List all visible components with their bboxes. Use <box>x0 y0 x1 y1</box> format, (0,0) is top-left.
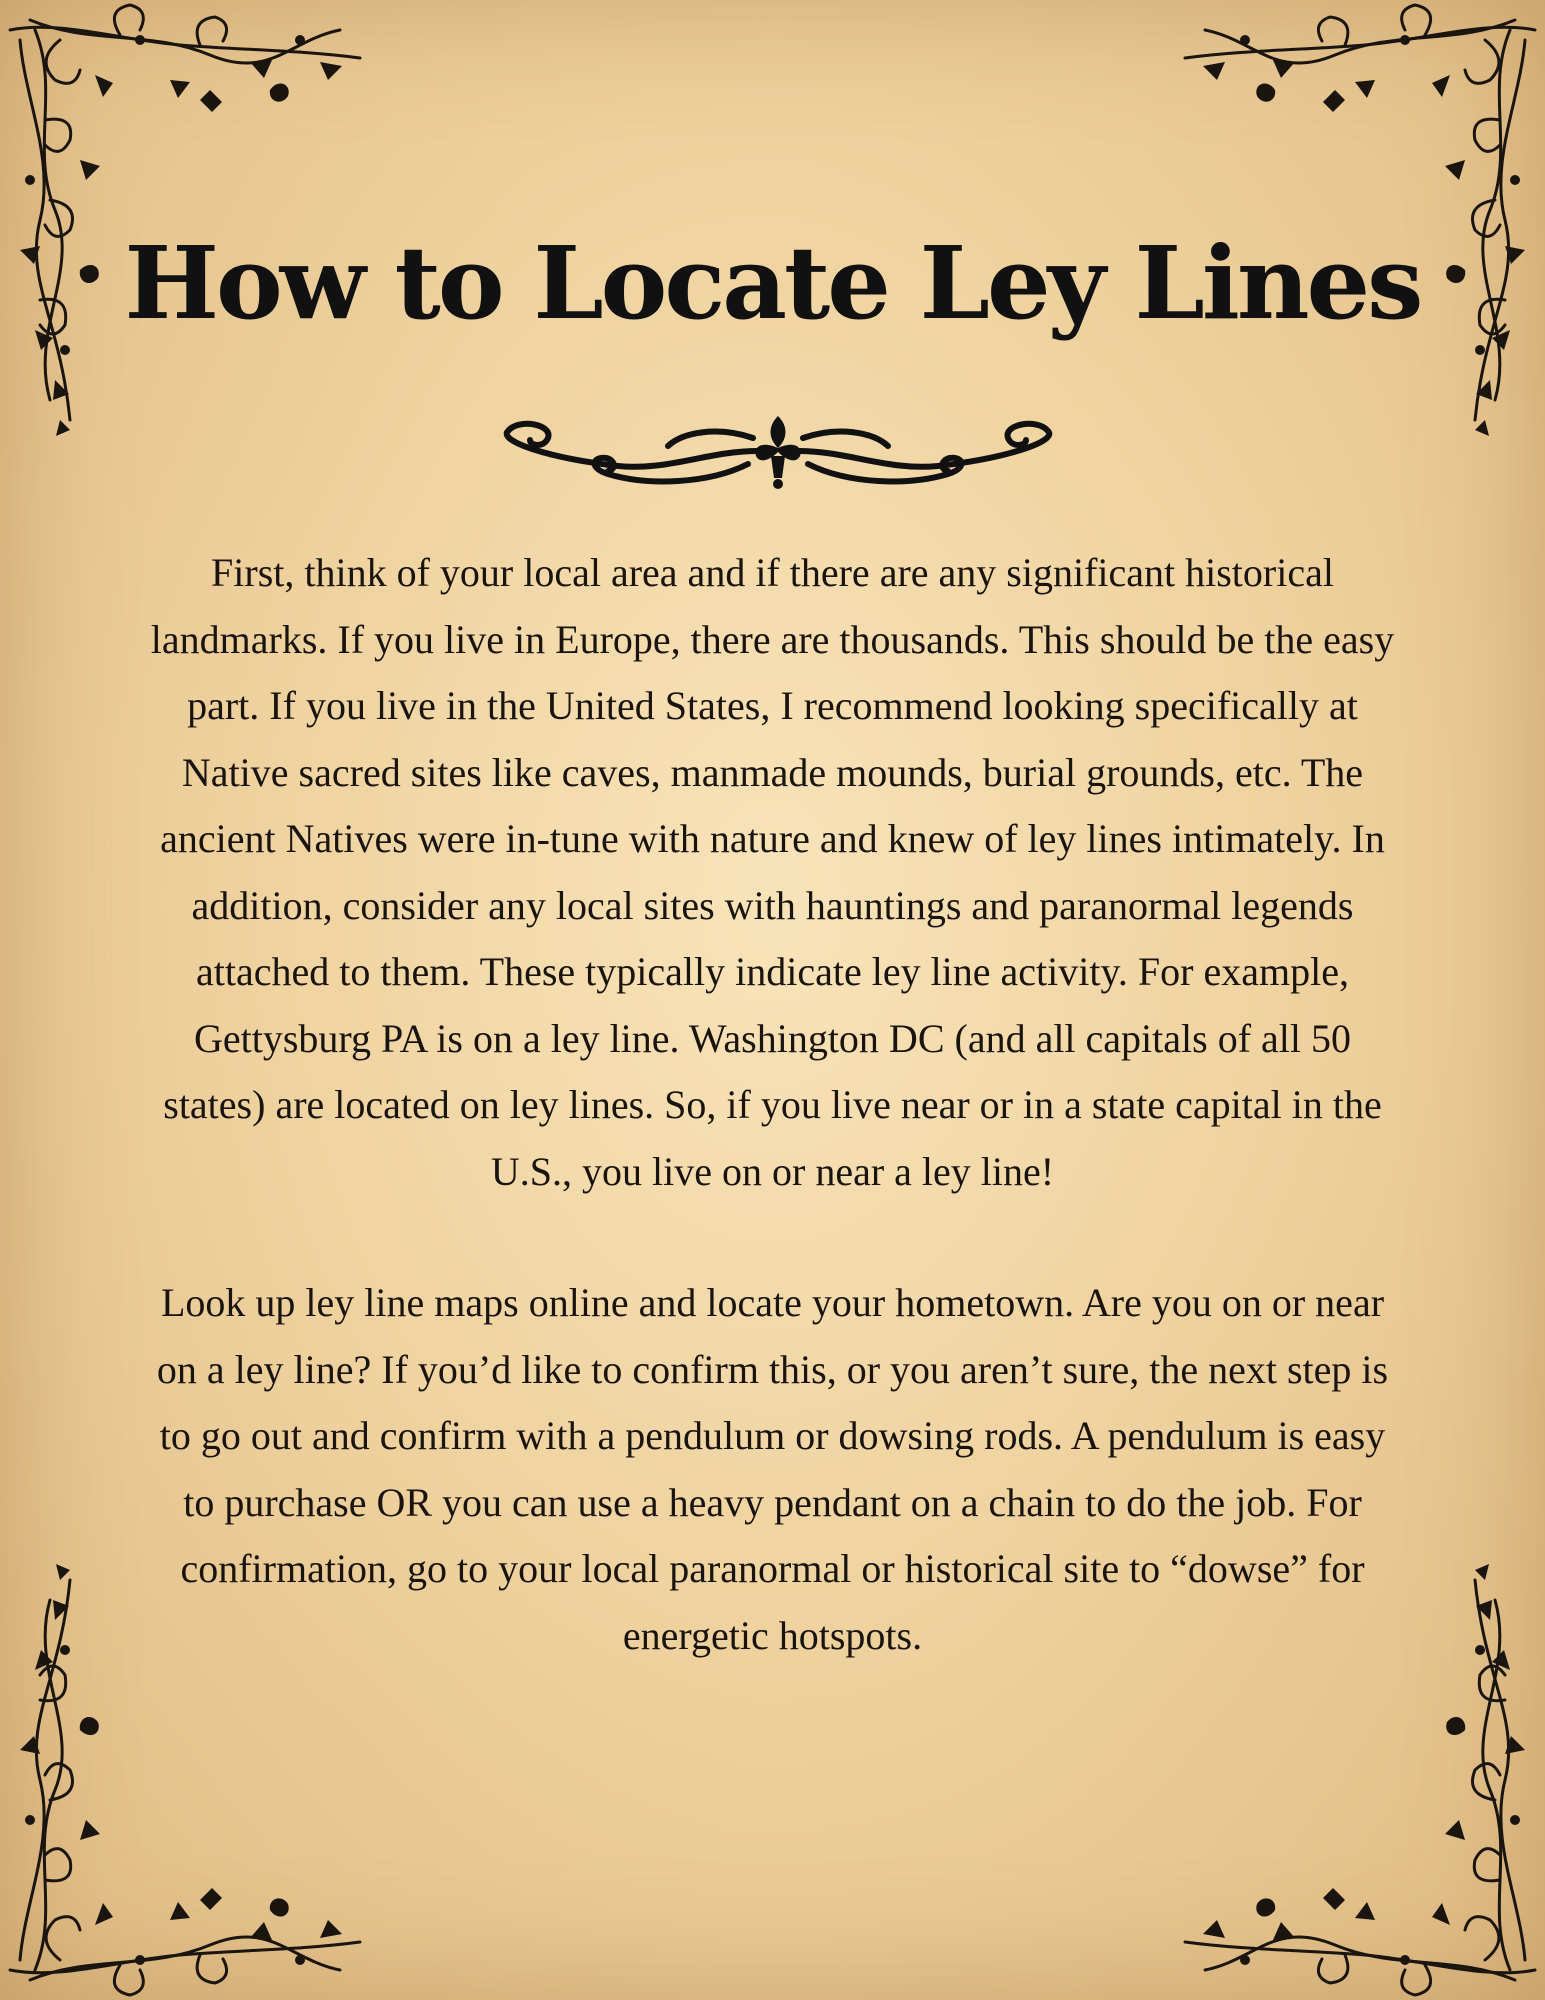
page-title: How to Locate Ley Lines <box>124 224 1421 342</box>
title-divider <box>468 396 1088 496</box>
corner-ornament-top-left <box>0 0 380 440</box>
floral-vine-icon <box>1165 0 1545 440</box>
corner-ornament-top-right <box>1165 0 1545 440</box>
paragraph-ley-line-maps: Look up ley line maps online and locate your hometown. Are you on or near on a ley line? If you’d like to confirm this, or you aren’t sure, the next step is to go out and confirm with a pendulum or dowsing rods. A pendulum is easy to purchase OR you can use a heavy pendant on a chain to do the job. For confirmation, go to your local paranormal or historical site to “dowse” for energetic hotspots. <box>156 1280 1389 1658</box>
scroll-flourish-icon <box>468 396 1088 496</box>
paragraph-landmarks: First, think of your local area and if there are any significant historical landmarks. If you live in Europe, there are thousands. This should be the easy part. If you live in the United States, I recommend looking specifically at Native sacred sites like caves, manmade mounds, burial grounds, etc. The ancient Natives were in-tune with nature and knew of ley lines intimately. In addition, consider any local sites with hauntings and paranormal legends attached to them. These typically indicate ley line activity. For example, Gettysburg PA is on a ley line. Washington DC (and all capitals of all 50 states) are located on ley lines. So, if you live near or in a state capital in the U.S., you live on or near a ley line! <box>150 550 1395 1194</box>
floral-vine-icon <box>0 0 380 440</box>
